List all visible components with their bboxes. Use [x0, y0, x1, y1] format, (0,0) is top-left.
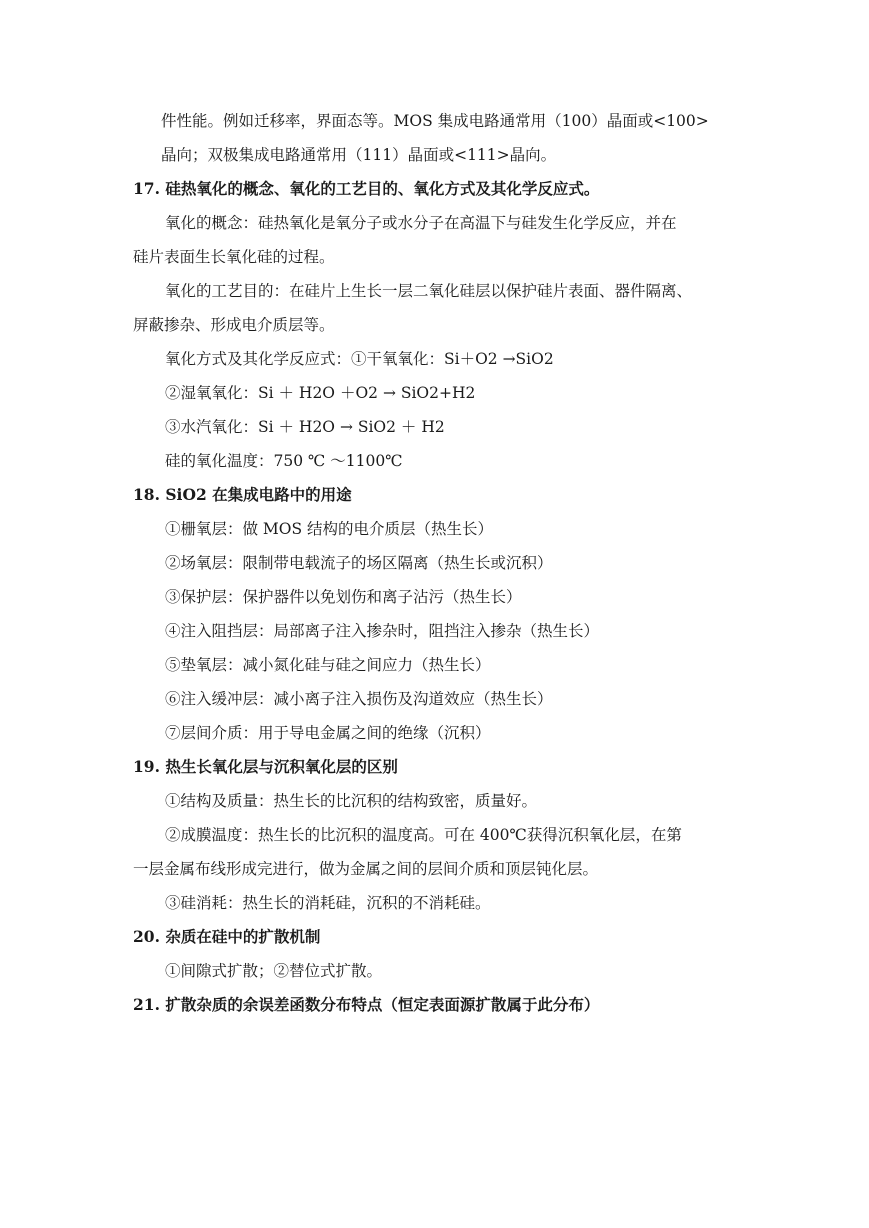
list-item: ③硅消耗：热生长的消耗硅，沉积的不消耗硅。 — [165, 894, 491, 912]
list-item: ⑥注入缓冲层：减小离子注入损伤及沟道效应（热生长） — [165, 690, 553, 708]
list-item: ⑦层间介质：用于导电金属之间的绝缘（沉积） — [165, 724, 491, 742]
paragraph-line: ①间隙式扩散；②替位式扩散。 — [165, 962, 383, 980]
list-item: ④注入阻挡层：局部离子注入掺杂时，阻挡注入掺杂（热生长） — [165, 622, 600, 640]
paragraph-line: 氧化方式及其化学反应式：①干氧氧化：Si＋O2 →SiO2 — [165, 350, 554, 368]
paragraph-line: 氧化的概念：硅热氧化是氧分子或水分子在高温下与硅发生化学反应，并在 — [165, 214, 677, 232]
list-item: ②场氧层：限制带电载流子的场区隔离（热生长或沉积） — [165, 554, 553, 572]
paragraph-line: 晶向；双极集成电路通常用（111）晶面或<111>晶向。 — [161, 146, 557, 164]
paragraph-line: 一层金属布线形成完进行，做为金属之间的层间介质和顶层钝化层。 — [133, 860, 599, 878]
paragraph-line: 硅的氧化温度：750 ℃ ～1100℃ — [165, 452, 403, 470]
section-heading-19: 19. 热生长氧化层与沉积氧化层的区别 — [133, 757, 398, 776]
paragraph-line: 件性能。例如迁移率，界面态等。MOS 集成电路通常用（100）晶面或<100> — [161, 112, 709, 130]
list-item: ②成膜温度：热生长的比沉积的温度高。可在 400℃获得沉积氧化层，在第 — [165, 826, 682, 844]
list-item: ③保护层：保护器件以免划伤和离子沾污（热生长） — [165, 588, 522, 606]
section-heading-20: 20. 杂质在硅中的扩散机制 — [133, 927, 321, 946]
section-heading-17: 17. 硅热氧化的概念、氧化的工艺目的、氧化方式及其化学反应式。 — [133, 179, 600, 198]
paragraph-line: 屏蔽掺杂、形成电介质层等。 — [133, 316, 335, 334]
list-item: ①栅氧层：做 MOS 结构的电介质层（热生长） — [165, 520, 494, 538]
section-heading-18: 18. SiO2 在集成电路中的用途 — [133, 485, 352, 504]
list-item: ①结构及质量：热生长的比沉积的结构致密，质量好。 — [165, 792, 538, 810]
paragraph-line: 氧化的工艺目的：在硅片上生长一层二氧化硅层以保护硅片表面、器件隔离、 — [165, 282, 693, 300]
section-heading-21: 21. 扩散杂质的余误差函数分布特点（恒定表面源扩散属于此分布） — [133, 995, 600, 1014]
list-item: ⑤垫氧层：减小氮化硅与硅之间应力（热生长） — [165, 656, 491, 674]
paragraph-line: ③水汽氧化：Si ＋ H2O → SiO2 ＋ H2 — [165, 418, 445, 436]
paragraph-line: 硅片表面生长氧化硅的过程。 — [133, 248, 335, 266]
paragraph-line: ②湿氧氧化：Si ＋ H2O ＋O2 → SiO2+H2 — [165, 384, 476, 402]
